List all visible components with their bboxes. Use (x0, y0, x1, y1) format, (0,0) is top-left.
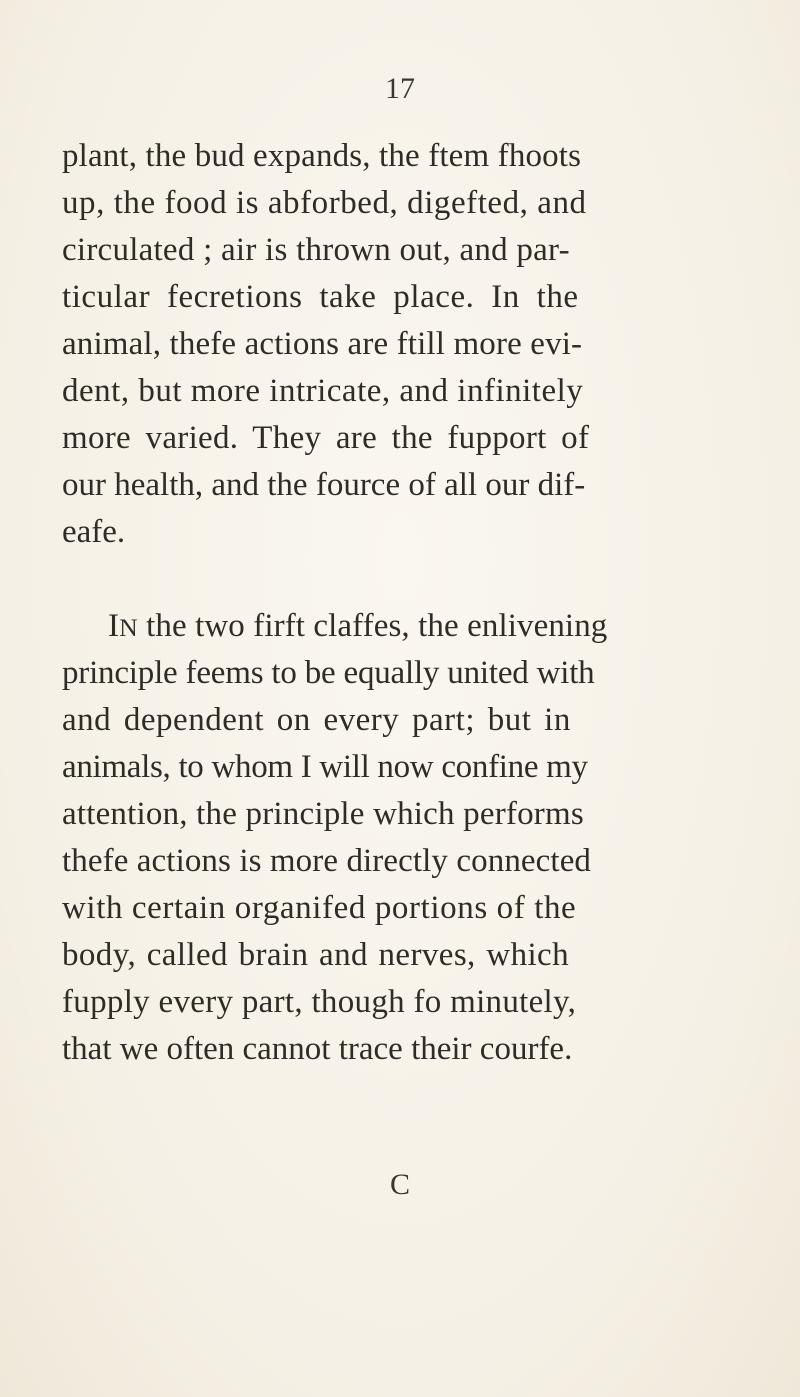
page-number: 17 (385, 72, 415, 105)
signature-mark: C (389, 1168, 410, 1201)
book-page: 17 plant, the bud expands, the ftem fhoots up, the food is abforbed, digefted, and circulated ; air is thrown out, and par- ticular fecretions take place. In the animal, thefe actions are ftill more evi- dent, but more intricate, and infinitely more varied. They are the fupport of our health, and the fource of all our dif- eafe. IN the two firft claffes, the enlivening principle feems to be equally united with and dependent on every part; but in animals, to whom I will now confine my attention, the principle which performs thefe actions is more directly connected with certain organifed portions of the body, called brain and nerves, which fupply every part, though fo minutely, that we often cannot trace their courfe. C (0, 0, 800, 1397)
